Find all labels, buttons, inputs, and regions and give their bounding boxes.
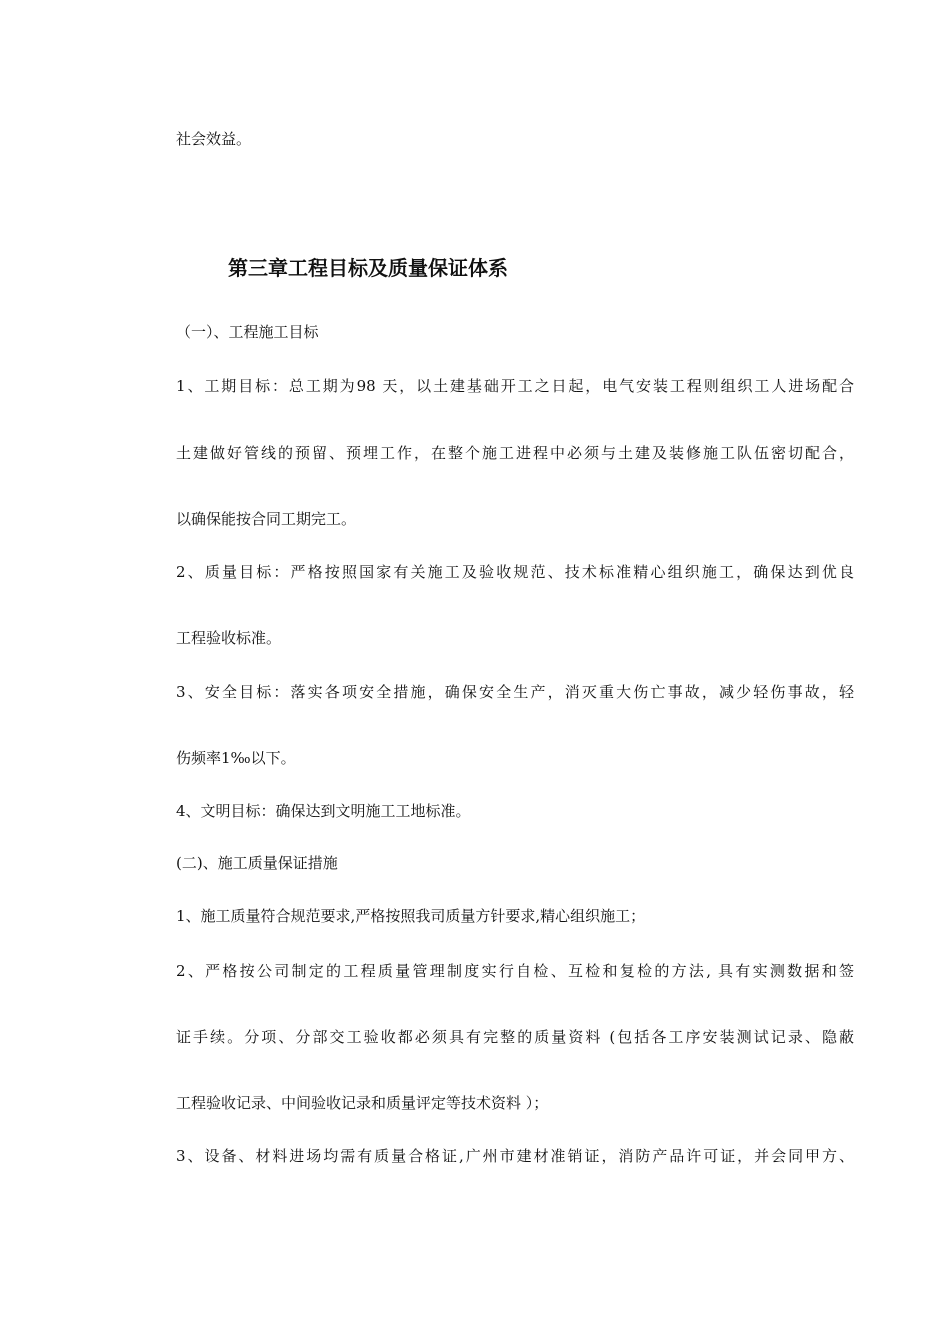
paragraph-line: 证手续。分项、分部交工验收都必须具有完整的质量资料 (包括各工序安装测试记录、隐蔽 [176,1028,854,1046]
paragraph-line: 2、质量目标：严格按照国家有关施工及验收规范、技术标准精心组织施工，确保达到优良 [176,563,854,581]
paragraph-line: 4、文明目标：确保达到文明施工工地标准。 [176,802,471,820]
paragraph-line: 以确保能按合同工期完工。 [176,510,357,528]
paragraph-line: 3、安全目标：落实各项安全措施，确保安全生产，消灭重大伤亡事故，减少轻伤事故，轻 [176,683,854,701]
paragraph-line: 1、工期目标：总工期为98 天，以土建基础开工之日起，电气安装工程则组织工人进场配合 [176,377,854,395]
paragraph-line: 土建做好管线的预留、预埋工作，在整个施工进程中必须与土建及装修施工队伍密切配合， [176,444,854,462]
chapter-heading: 第三章工程目标及质量保证体系 [228,256,508,280]
paragraph-line: 伤频率1‰以下。 [176,749,296,767]
section-title: (二)、施工质量保证措施 [176,854,338,872]
paragraph-line: 2、严格按公司制定的工程质量管理制度实行自检、互检和复检的方法, 具有实测数据和签 [176,962,854,980]
paragraph-line: 1、施工质量符合规范要求,严格按照我司质量方针要求,精心组织施工； [176,907,646,925]
paragraph-line: 社会效益。 [176,130,252,148]
section-title: （一）、工程施工目标 [176,323,319,341]
paragraph-line: 工程验收记录、中间验收记录和质量评定等技术资料 ）； [176,1094,549,1112]
paragraph-line: 3、设备、材料进场均需有质量合格证,广州市建材准销证，消防产品许可证，并会同甲方、 [176,1147,854,1165]
paragraph-line: 工程验收标准。 [176,629,282,647]
